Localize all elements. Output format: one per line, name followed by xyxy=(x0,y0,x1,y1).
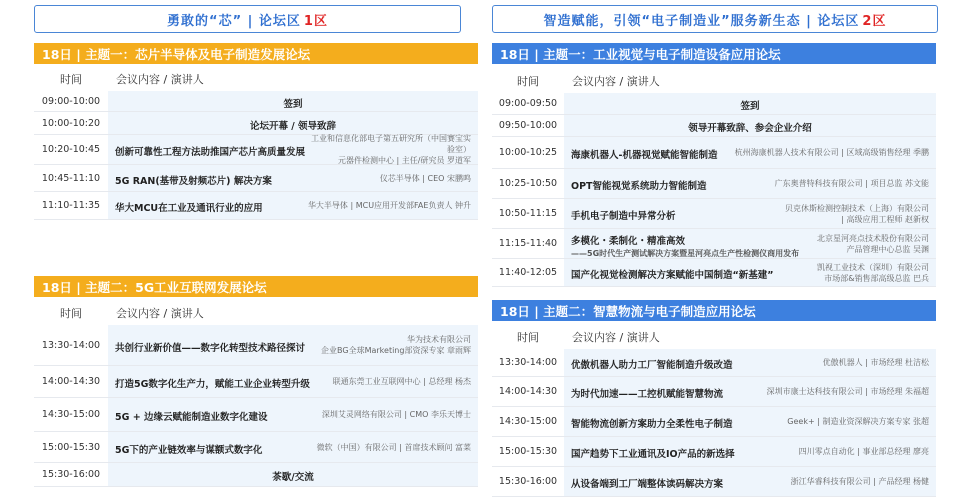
session-content xyxy=(564,437,936,466)
session-time: 11:40-12:05 xyxy=(492,259,564,286)
session-title: 华大MCU在工业及通讯行业的应用 xyxy=(115,203,263,214)
column-header xyxy=(34,302,478,324)
session-time: 14:30-15:00 xyxy=(34,398,108,431)
session-content xyxy=(564,115,936,136)
session-content xyxy=(108,165,478,191)
schedule-row xyxy=(492,93,936,115)
session-title-wrap xyxy=(571,412,733,431)
forum-title-bar: 18日 | 主题二：智慧物流与电子制造应用论坛 xyxy=(492,300,936,321)
session-title: 国产化视觉检测解决方案赋能中国制造“新基建” xyxy=(571,270,774,281)
forum-area-title: 勇敢的“芯” | 论坛区 xyxy=(167,13,301,29)
session-speaker: 杭州海康机器人技术有限公司 | 区域高级销售经理 季鹏 xyxy=(734,148,929,157)
column-header xyxy=(34,68,478,90)
forum-area-number: 1区 xyxy=(303,13,328,29)
session-time: 10:50-11:15 xyxy=(492,199,564,228)
session-speaker: 四川零点自动化 | 事业部总经理 廖亮 xyxy=(798,447,929,456)
session-subtitle: ——5G时代生产测试解决方案暨星河亮点生产性检测仪商用发布 xyxy=(571,248,800,258)
forum-area-1-banner xyxy=(34,5,461,33)
session-title-wrap xyxy=(115,169,272,188)
schedule-row xyxy=(34,112,478,135)
schedule-row xyxy=(34,165,478,192)
session-speaker: 贝克休斯检测控制技术（上海）有限公司 | 高级应用工程师 赵新权 xyxy=(785,203,929,224)
session-title-wrap xyxy=(571,442,735,461)
column-time-label: 时间 xyxy=(517,331,539,344)
session-content xyxy=(108,366,478,397)
session-speaker: 凯视工业技术（深圳）有限公司 市场部&销售部高级总监 巴兵 xyxy=(817,262,929,283)
session-content xyxy=(108,112,478,134)
session-speaker: 北京星河亮点技术股份有限公司 产品管理中心总监 吴渊 xyxy=(817,233,929,254)
session-content xyxy=(108,91,478,111)
column-content-label: 会议内容 / 演讲人 xyxy=(116,73,204,86)
column-header xyxy=(492,326,936,348)
session-time: 11:15-11:40 xyxy=(492,229,564,258)
session-title: 国产趋势下工业通讯及IO产品的新选择 xyxy=(571,449,735,460)
session-time: 09:00-10:00 xyxy=(34,91,108,111)
schedule-row xyxy=(34,432,478,463)
session-title-wrap xyxy=(283,92,302,111)
schedule-row xyxy=(492,169,936,199)
session-title: 5G + 边缘云赋能制造业数字化建设 xyxy=(115,412,268,423)
session-title-wrap xyxy=(115,372,310,391)
session-content xyxy=(564,349,936,376)
session-speaker: 工业和信息化部电子第五研究所（中国赛宝实验室） 元器件检测中心 | 主任/研究员 罗道军 xyxy=(311,134,471,165)
session-content xyxy=(564,467,936,496)
session-title-wrap xyxy=(571,382,723,401)
schedule-row xyxy=(492,199,936,229)
session-speaker: 华大半导体 | MCU应用开发部FAE负责人 钟升 xyxy=(307,201,471,210)
session-title-wrap xyxy=(250,114,336,133)
session-title: 智能物流创新方案助力全柔性电子制造 xyxy=(571,419,733,430)
session-speaker: 仪芯半导体 | CEO 宋鹏鸣 xyxy=(379,173,471,183)
session-time: 15:00-15:30 xyxy=(34,432,108,462)
session-content xyxy=(564,93,936,114)
session-title: 签到 xyxy=(740,101,760,112)
column-content-label: 会议内容 / 演讲人 xyxy=(572,331,660,344)
schedule-row xyxy=(34,192,478,220)
column-time-label: 时间 xyxy=(60,307,82,320)
schedule-row xyxy=(34,325,478,366)
schedule-row xyxy=(492,377,936,407)
session-title-wrap xyxy=(571,143,717,162)
schedule-row xyxy=(34,398,478,432)
schedule-row xyxy=(34,463,478,487)
session-title-wrap xyxy=(272,465,313,484)
session-title: 5G下的产业链效率与谋额式数字化 xyxy=(115,444,263,456)
session-title-wrap xyxy=(115,405,267,424)
session-time: 10:45-11:10 xyxy=(34,165,108,191)
session-time: 13:30-14:00 xyxy=(34,325,108,365)
column-time-label: 时间 xyxy=(60,73,82,86)
session-title: 优傲机器人助力工厂智能制造升级改造 xyxy=(571,360,733,371)
session-content xyxy=(108,192,478,219)
session-content xyxy=(564,229,936,258)
session-title-wrap xyxy=(571,353,733,372)
forum-area-number: 2区 xyxy=(862,13,887,29)
session-title-wrap xyxy=(115,438,262,457)
session-speaker: 优傲机器人 | 市场经理 杜洁松 xyxy=(822,358,929,367)
session-content xyxy=(564,259,936,286)
session-title: 5G RAN(基带及射频芯片) 解决方案 xyxy=(115,175,272,187)
session-content xyxy=(108,398,478,431)
session-title-wrap xyxy=(115,196,263,215)
session-title-wrap xyxy=(571,204,676,223)
forum-title-bar: 18日 | 主题二：5G工业互联网发展论坛 xyxy=(34,276,478,297)
session-title: 打造5G数字化生产力，赋能工业企业转型升级 xyxy=(115,379,310,390)
session-title-wrap xyxy=(115,140,305,159)
session-time: 09:00-09:50 xyxy=(492,93,564,114)
session-content xyxy=(564,199,936,228)
session-content xyxy=(108,432,478,462)
session-title-wrap xyxy=(571,472,723,491)
session-content xyxy=(564,407,936,436)
session-speaker: 联通东莞工业互联网中心 | 总经理 杨杰 xyxy=(332,377,471,386)
session-title-wrap xyxy=(740,94,759,113)
session-title: 共创行业新价值——数字化转型技术路径探讨 xyxy=(115,342,306,354)
session-title-wrap xyxy=(571,263,774,282)
session-title: 海康机器人-机器视觉赋能智能制造 xyxy=(571,150,718,161)
schedule-row xyxy=(492,259,936,287)
session-speaker: 深圳艾灵网络有限公司 | CMO 李乐天博士 xyxy=(321,410,471,419)
schedule-row xyxy=(492,115,936,137)
schedule-row xyxy=(34,135,478,165)
schedule-row xyxy=(492,467,936,497)
schedule-row xyxy=(34,91,478,112)
session-content xyxy=(108,463,478,486)
schedule-row xyxy=(492,437,936,467)
session-title-wrap xyxy=(571,229,799,259)
session-speaker: 微软（中国）有限公司 | 首席技术顾问 富菜 xyxy=(316,442,471,452)
session-time: 10:00-10:20 xyxy=(34,112,108,134)
session-content xyxy=(108,135,478,164)
session-time: 10:20-10:45 xyxy=(34,135,108,164)
session-speaker: 广东奥普特科技有限公司 | 项目总监 苏文能 xyxy=(774,179,929,188)
session-time: 10:00-10:25 xyxy=(492,137,564,168)
schedule-row xyxy=(492,137,936,169)
column-content-label: 会议内容 / 演讲人 xyxy=(116,307,204,320)
schedule-row xyxy=(492,229,936,259)
forum-title-bar: 18日 | 主题一：芯片半导体及电子制造发展论坛 xyxy=(34,43,478,64)
session-time: 13:30-14:00 xyxy=(492,349,564,376)
session-speaker: 深圳市康士达科技有限公司 | 市场经理 朱福超 xyxy=(766,387,929,396)
column-content-label: 会议内容 / 演讲人 xyxy=(572,75,660,88)
session-title: 手机电子制造中异常分析 xyxy=(571,211,676,222)
session-title: 茶歇/交流 xyxy=(272,472,314,483)
session-content xyxy=(564,169,936,198)
session-content xyxy=(108,325,478,365)
session-title-wrap xyxy=(688,116,812,135)
session-title: 创新可靠性工程方法助推国产芯片高质量发展 xyxy=(115,147,306,158)
session-title-wrap xyxy=(115,336,305,355)
schedule-row xyxy=(34,366,478,398)
column-time-label: 时间 xyxy=(517,75,539,88)
session-content xyxy=(564,377,936,406)
session-title-wrap xyxy=(571,174,707,193)
session-content xyxy=(564,137,936,168)
session-speaker: 浙江华睿科技有限公司 | 产品经理 杨健 xyxy=(790,477,929,486)
forum-area-2-banner xyxy=(492,5,938,33)
session-time: 15:00-15:30 xyxy=(492,437,564,466)
session-speaker: 华为技术有限公司 企业BG全球Marketing部资深专家 章雨辉 xyxy=(321,335,471,355)
session-title: 论坛开幕 / 领导致辞 xyxy=(249,120,337,132)
session-title: OPT智能视觉系统助力智能制造 xyxy=(571,181,707,192)
session-time: 15:30-16:00 xyxy=(34,463,108,486)
column-header xyxy=(492,70,936,92)
session-time: 11:10-11:35 xyxy=(34,192,108,219)
session-time: 14:00-14:30 xyxy=(34,366,108,397)
forum-area-title: 智造赋能，引领“电子制造业”服务新生态 | 论坛区 xyxy=(543,13,860,29)
session-title: 为时代加速——工控机赋能智慧物流 xyxy=(571,389,724,400)
session-time: 14:00-14:30 xyxy=(492,377,564,406)
forum-title-bar: 18日 | 主题一：工业视觉与电子制造设备应用论坛 xyxy=(492,43,936,64)
session-speaker: Geek+ | 制造业资深解决方案专家 张超 xyxy=(787,417,929,426)
session-time: 09:50-10:00 xyxy=(492,115,564,136)
session-title: 签到 xyxy=(283,98,303,110)
schedule-row xyxy=(492,349,936,377)
session-title: 从设备端到工厂端整体读码解决方案 xyxy=(571,479,724,490)
session-time: 10:25-10:50 xyxy=(492,169,564,198)
session-title: 多模化・柔制化・精准高效 xyxy=(571,235,686,247)
session-time: 15:30-16:00 xyxy=(492,467,564,496)
schedule-row xyxy=(492,407,936,437)
session-time: 14:30-15:00 xyxy=(492,407,564,436)
session-title: 领导开幕致辞、参会企业介绍 xyxy=(688,123,812,134)
